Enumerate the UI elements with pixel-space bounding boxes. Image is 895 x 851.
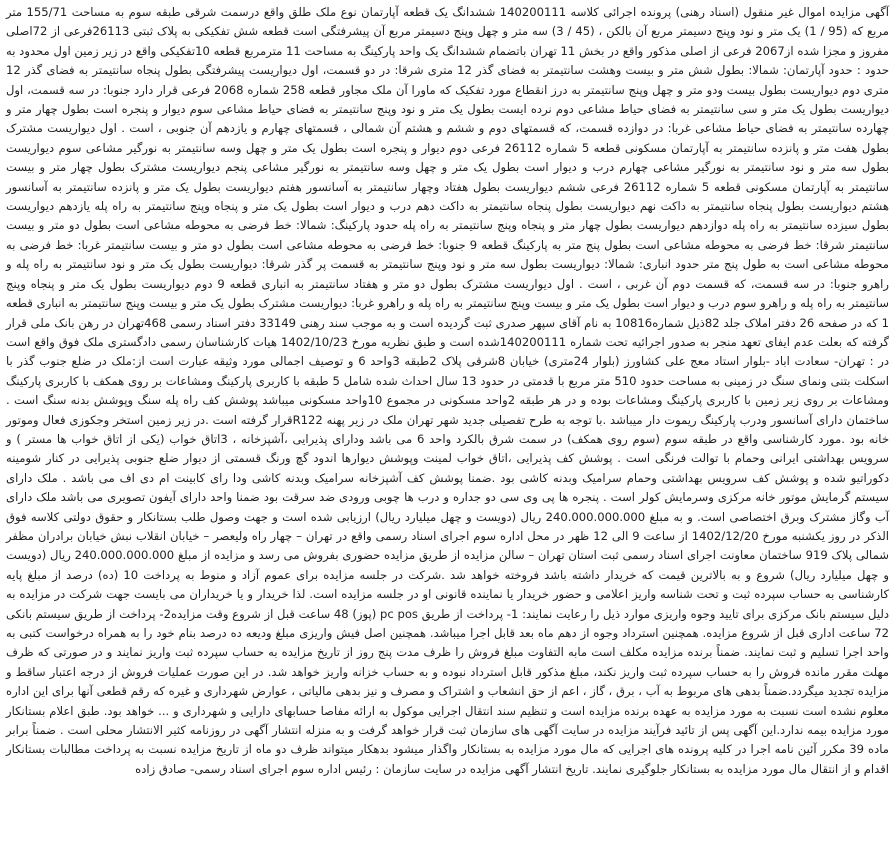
notice-body-text: آگهی مزایده اموال غیر منقول (اسناد رهنی) پرونده اجرائی کلاسه 140200111 ششدانگ یک قطعه آپارتمان نوع ملک طلق واقع درسمت شرقی طبقه سوم به مساحت 155/71 متر مربع که (95 / 1) یک متر و نود وپنج دسیمتر مربع آن بالکن ، (45 / 3) سه متر و چهل وپنج دسیمتر مربع آن پیشرفتگی است قطعه شش تفکیکی به پلاک ثبتی 26113فرعی از 72اصلی مفروز و مجزا شده از2067 فرعی از اصلی مذکور واقع در بخش 11 تهران باتضمام ششدانگ یک واحد پارکینگ به مساحت 11 مترمربع قطعه 10تفکیکی واقع در زیر زمین اول محدود به حدود : حدود آپارتمان: شمالا: بطول شش متر و بیست وهشت سانتیمتر به فضای گذر 12 متری شرقا: در دو قسمت، اول دیواریست پیشرفتگی بطول پنجاه سانتیمتر به فضای گذر 12 متری دوم دیواریست بطول بیست ودو متر و چهل وپنج سانتیمتر به درز انقطاع مورد تفکیک که ماورا آن ملک مجاور قطعه 258 شماره 2068 فرعی قرار دارد جنوبا: در سه قسمت، اول دیواریست بطول یک متر و سی سانتیمتر به فضای حیاط مشاعی دوم نرده ایست بطول یک متر و نود وپنج سانتیمتر به فضای حیاط مشاعی سوم دیوار و پنجره است بطول چهار متر و چهارده سانتیمتر به فضای حیاط مشاعی غربا: در دوازده قسمت، که قسمتهای دوم و ششم و هشتم آن شمالی ، قسمتهای چهارم و یازدهم آن جنوبی ، است . اول دیواریست مشترک بطول هفت متر و پانزده سانتیمتر به آپارتمان مسکونی قطعه 5 شماره 26112 فرعی دوم دیوار و پنجره است بطول یک متر و چهل وسه سانتیمتر به نورگیر مشاعی سوم دیواریست بطول سه متر و نود سانتیمتر به نورگیر مشاعی چهارم درب و دیوار است بطول یک متر و چهل وسه سانتیمتر به نورگیر مشاعی پنجم دیواریست مشترک بطول چهار متر و بیست سانتیمتر به آپارتمان مسکونی قطعه 5 شماره 26112 فرعی ششم دیواریست بطول هفتاد وچهار سانتیمتر به آسانسور هفتم دیواریست بطول یک متر و پانزده سانتیمتر به آسانسور هشتم دیواریست بطول پنجاه سانتیمتر به داکت نهم دیواریست بطول پنجاه سانتیمتر به داکت دهم درب و دیوار است بطول یک متر و پنجاه وپنج سانتیمتر به راه پله یازدهم دیواریست بطول سیزده سانتیمتر به راه پله دوازدهم دیواریست بطول چهار متر و پنجاه وپنج سانتیمتر به راه پله حدود پارکینگ: شمالا: خط فرضی به محوطه مشاعی است بطول دو متر و بیست سانتیمتر شرقا: خط فرضی به محوطه مشاعی است بطول پنج متر به پارکینگ قطعه 9 جنوبا: خط فرضی به محوطه مشاعی است بطول دو متر و بیست سانتیمتر غربا: خط فرضی به محوطه مشاعی است به طول پنج متر حدود انباری: شمالا: دیواریست بطول سه متر و نود وپنج سانتیمتر به قسمت پر گذر شرقا: دیواریست بطول یک متر و نود سانتیمتر به راه پله و راهرو جنوبا: در سه قسمت، که قسمت دوم آن غربی ، است . اول دیواریست مشترک بطول دو متر و هفتاد سانتیمتر به انباری قطعه 9 دوم دیواریست بطول یک متر و پنجاه وپنج سانتیمتر به راه پله و راهرو سوم درب و دیوار است بطول یک متر و بیست وپنج سانتیمتر به راه پله و راهرو غربا: دیواریست مشترک بطول یک متر و بیست وپنج سانتیمتر به انباری قطعه 1 که در صفحه 26 دفتر املاک جلد 82ذیل شماره10816 به نام آقای سپهر صدری ثبت گردیده است و به موجب سند رهنی 33149 دفتر اسناد رسمی 468تهران در رهن بانک ملی قرار گرفته که بعلت عدم ایفای تعهد منجر به صدور اجرائیه تحت شماره 140200111شده است و طبق نظریه مورخ 1402/10/23 هیات کارشناسان رسمی دادگستری ملک فوق واقع است در : تهران- سعادت اباد -بلوار استاد معج علی کشاورز (بلوار 24متری) خیابان 8شرقی پلاک 2طبقه 3واحد 6 و توصیف اجمالی مورد وثیقه عبارت است از:ملک در ضلع جنوب گذر با اسکلت بتنی ونمای سنگ در زمینی به مساحت حدود 510 متر مربع با قدمتی در حدود 13 سال احداث شده شامل 5 طبقه با کاربری پارکینگ ومشاعات بر روی همکف با کاربری پارکینگ ومشاعات بر روی زیر زمین با کاربری پارکینگ ومشاعات بوده و در هر طبقه 2واحد مسکونی در مجموع 10واحد مسکونی میباشد پوشش کف راه پله سنگ وپوشش بدنه سنگ است . ساختمان دارای آسانسور ودرب پارکینگ ریموت دار میباشد .با توجه به طرح تفصیلی جدید شهر تهران ملک در زیر پهنه R122قرار گرفته است .در زیر زمین استخر وجکوزی فعال وموتور خانه بود .مورد کارشناسی واقع در طبقه سوم (سوم روی همکف) در سمت شرق بالکرد واحد 6 می باشد ودارای پذیرایی ،آشپزخانه ، 3اتاق خواب (یکی از اتاق خواب ها مستر ) و سرویس بهداشتی ایرانی وحمام با توالت فرنگی است . پوشش کف پذیرایی ،اتاق خواب لمینت وپوشش دیوارها اندود گچ ورنگ قسمتی از دیوار ضلع جنوبی پذیرایی در کنار شومینه دکوراتیو شده و پوشش کف سرویس بهداشتی وحمام سرامیک وبدنه کاشی بود .ضمنا پوشش کف آشپزخانه سرامیک وبدنه کاشی ودا رای کابینت ام دی اف می باشد . ملک دارای سیستم گرمایش موتور خانه مرکزی وسرمایش کولر است . پنجره ها پی وی سی دو جداره و درب ها چوبی ورودی ضد سرقت بود ضمنا واحد دارای آیفون تصویری می باشد ملک دارای آب وگاز مشترک وبرق اختصاصی است. و به مبلغ 240.000.000.000 ریال (دویست و چهل میلیارد ریال) ارزیابی شده است و جهت وصول طلب بستانکار و حقوق دولتی کلاسه فوق الذکر در روز یکشنبه مورخ 1402/12/20 از ساعت 9 الی 12 ظهر در محل اداره سوم اجرای اسناد رسمی واقع در تهران – چهار راه ولیعصر – خیابان انقلاب نبش خیابان برادران مظفر شمالی پلاک 919 ساختمان معاونت اجرای اسناد رسمی ثبت استان تهران – سالن مزایده از طریق مزایده حضوری بفروش می رسد و مزایده از مبلغ 240.000.000.000 ریال (دویست و چهل میلیارد ریال) شروع و به بالاترین قیمت که خریدار داشته باشد فروخته خواهد شد .شرکت در جلسه مزایده برای عموم آزاد و منوط به پرداخت 10 (ده) درصد از مبلغ پایه کارشناسی به حساب سپرده ثبت و تحت شناسه واریز اعلامی و حضور خریدار یا نماینده قانونی او در جلسه مزایده است. لذا خریدار و یا خریداران می بایست جهت شرکت در مزایده به دلیل سیستم بانک مرکزی برای تایید وجوه واریزی موارد ذیل را رعایت نمایند: 1- پرداخت از طریق pc pos (پوز) 48 ساعت قبل از شروع وقت مزایده2- پرداخت از طریق سیستم بانکی 72 ساعت اداری قبل از شروع مزایده. همچنین استرداد وجوه از دهم ماه بعد قابل اجرا میباشد. همچنین اصل فیش واریزی مبلغ ودیعه ده درصد بنام خود را به همراه درخواست کتبی به واحد اجرا تسلیم و ثبت نمایند. ضمناً برنده مزایده مکلف است مابه التفاوت مبلغ فروش را ظرف مدت پنج روز از تاریخ مزایده به حساب سپرده ثبت واریز نمایند و در صورتی که ظرف مهلت مقرر مانده فروش را به حساب سپرده ثبت واریز نکند، مبلغ مذکور قابل استرداد نبوده و به حساب خزانه واریز خواهد شد. در این صورت عملیات فروش از درجه اعتبار ساقط و مزایده تجدید میگردد.ضمناً بدهی های مربوط به آب ، برق ، گاز ، اعم از حق انشعاب و اشتراک و مصرف و نیز بدهی مالیاتی ، عوارض شهرداری و غیره که رقم قطعی آنها برای این اداره معلوم نشده است نسبت به مورد مزایده به عهده برنده مزایده است و تنظیم سند انتقال اجرایی موکول به ارائه مفاصا حسابهای دارایی و شهرداری و ... خواهد بود. طبق اعلام بستانکار مورد مزایده بیمه ندارد.این آگهی پس از تائید فرآیند مزایده در سایت آگهی های سازمان ثبت قرار خواهد گرفت و به منزله انتشار آگهی در روزنامه کثیر الانتشار محلی است . ضمناً برابر ماده 39 مکرر آئین نامه اجرا در کلیه پرونده های اجرایی که مال مورد مزایده به بستانکار واگذار میشود بدهکار میتواند ظرف دو ماه از تاریخ مزایده نسبت به پرداخت مطالبات بستانکار اقدام و از انتقال مال مورد مزایده به بستانکار جلوگیری نمایند. تاریخ انتشار آگهی مزایده در سایت سازمان : رئیس اداره سوم اجرای اسناد رسمی- صادق زاده bbox=[6, 5, 890, 776]
